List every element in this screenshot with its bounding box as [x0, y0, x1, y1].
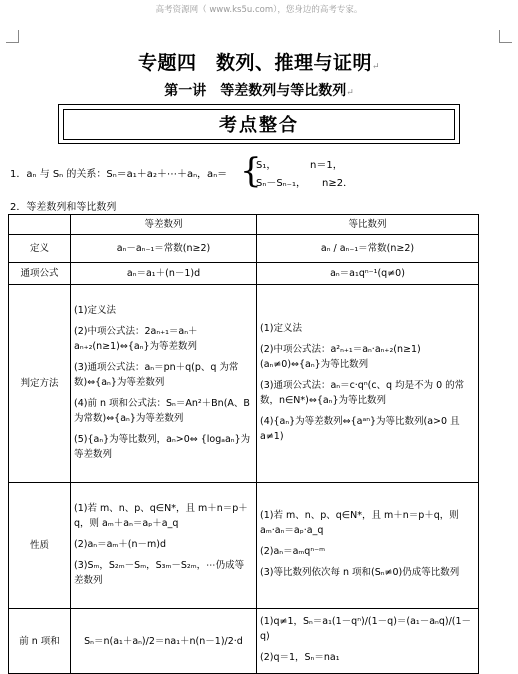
judge-arith-cell	[71, 285, 257, 483]
judge-arith-item: (4)前 n 项和公式法：Sₙ＝An²＋Bn(A、B 为常数)⇔{aₙ}为等差数列	[74, 397, 250, 424]
lecture-title	[0, 80, 518, 100]
property-arith-item: (2)aₙ＝aₘ＋(n－m)d	[74, 538, 167, 550]
chapter-title-text: 专题四 数列、推理与证明	[137, 52, 372, 74]
relation-lead: 1．aₙ 与 Sₙ 的关系：Sₙ＝a₁＋a₂＋⋯＋aₙ，aₙ＝	[10, 169, 228, 180]
table-row-definition	[9, 235, 479, 263]
section-banner	[58, 104, 460, 144]
chapter-title	[0, 48, 518, 75]
table-row-judge	[9, 285, 479, 483]
general-arith: aₙ＝a₁＋(n－1)d	[71, 263, 257, 285]
crop-mark-left	[6, 30, 19, 43]
case2-condition: n≥2．	[322, 178, 354, 189]
judge-arith-item: (3)通项公式法：aₙ＝pn＋q(p、q 为常数)⇔{aₙ}为等差数列	[74, 361, 239, 388]
property-geom-item: (2)aₙ＝aₘqⁿ⁻ᵐ	[260, 546, 326, 557]
comparison-table	[8, 214, 479, 674]
header-arith: 等差数列	[71, 215, 257, 235]
table-row-property	[9, 483, 479, 609]
sum-arith: Sₙ＝n(a₁＋aₙ)/2＝na₁＋n(n－1)/2·d	[71, 609, 257, 674]
sum-geom-item: (1)q≠1，Sₙ＝a₁(1－qⁿ)/(1－q)＝(a₁－aₙq)/(1－q)	[260, 616, 472, 642]
judge-arith-item: (5){aₙ}为等比数列，aₙ>0⇔ {logₐaₙ}为等差数列	[74, 433, 251, 460]
property-arith-cell	[71, 483, 257, 609]
property-geom-cell	[257, 483, 479, 609]
judge-geom-cell	[257, 285, 479, 483]
judge-geom-item: (2)中项公式法：a²ₙ₊₁＝aₙ·aₙ₊₂(n≥1)(aₙ≠0)⇔{aₙ}为等比数列	[260, 343, 421, 370]
table-header-row	[9, 215, 479, 235]
property-geom-item: (3)等比数列依次每 n 项和(Sₙ≠0)仍成等比数列	[260, 567, 460, 578]
row-label-general: 通项公式	[9, 263, 71, 285]
header-empty-cell	[9, 215, 71, 235]
case1-expr: S₁，	[256, 160, 277, 171]
row-label-sum: 前 n 项和	[9, 609, 71, 674]
section-banner-text: 考点整合	[63, 109, 455, 140]
header-geom: 等比数列	[257, 215, 479, 235]
case1-condition: n＝1，	[310, 160, 343, 171]
crop-mark-right	[499, 30, 512, 43]
relation-formula	[10, 151, 510, 192]
paragraph-mark: ↵	[346, 88, 354, 98]
property-arith-item: (1)若 m、n、p、q∈N*，且 m＋n＝p＋q，则 aₘ＋aₙ＝aₚ＋a_q	[74, 502, 248, 529]
case2-expr: Sₙ－Sₙ₋₁，	[256, 178, 306, 189]
property-geom-item: (1)若 m、n、p、q∈N*，且 m＋n＝p＋q，则 aₘ·aₙ＝aₚ·a_q	[260, 510, 459, 536]
table-row-sum	[9, 609, 479, 674]
table-row-general	[9, 263, 479, 285]
paragraph-mark: ↵	[371, 62, 381, 72]
judge-geom-item: (3)通项公式法：aₙ＝c·qⁿ(c、q 均是不为 0 的常数，n∈N*)⇔{aₙ}为等比数列	[260, 379, 465, 406]
section2-heading: 2．等差数列和等比数列	[10, 202, 117, 213]
row-label-definition: 定义	[9, 235, 71, 263]
general-geom: aₙ＝a₁qⁿ⁻¹(q≠0)	[257, 263, 479, 285]
property-arith-item: (3)Sₘ，S₂ₘ－Sₘ，S₃ₘ－S₂ₘ，⋯仍成等差数列	[74, 559, 245, 586]
header-watermark: 高考资源网（ www.ks5u.com），您身边的高考专家。	[155, 5, 363, 15]
lecture-title-text: 第一讲 等差数列与等比数列	[164, 83, 347, 99]
judge-arith-item: (1)定义法	[74, 304, 116, 316]
sum-geom-item: (2)q＝1，Sₙ＝na₁	[260, 652, 340, 663]
row-label-property: 性质	[9, 483, 71, 609]
judge-geom-item: (4){aₙ}为等差数列⇔{aᵃⁿ}为等比数列(a>0 且 a≠1)	[260, 415, 460, 442]
sum-geom-cell	[257, 609, 479, 674]
judge-geom-item: (1)定义法	[260, 322, 302, 334]
row-label-judge: 判定方法	[9, 285, 71, 483]
definition-geom: aₙ / aₙ₋₁＝常数(n≥2)	[257, 235, 479, 263]
judge-arith-item: (2)中项公式法：2aₙ₊₁＝aₙ＋aₙ₊₂(n≥1)⇔{aₙ}为等差数列	[74, 325, 198, 352]
left-brace-symbol: {	[240, 151, 262, 191]
definition-arith: aₙ－aₙ₋₁＝常数(n≥2)	[71, 235, 257, 263]
